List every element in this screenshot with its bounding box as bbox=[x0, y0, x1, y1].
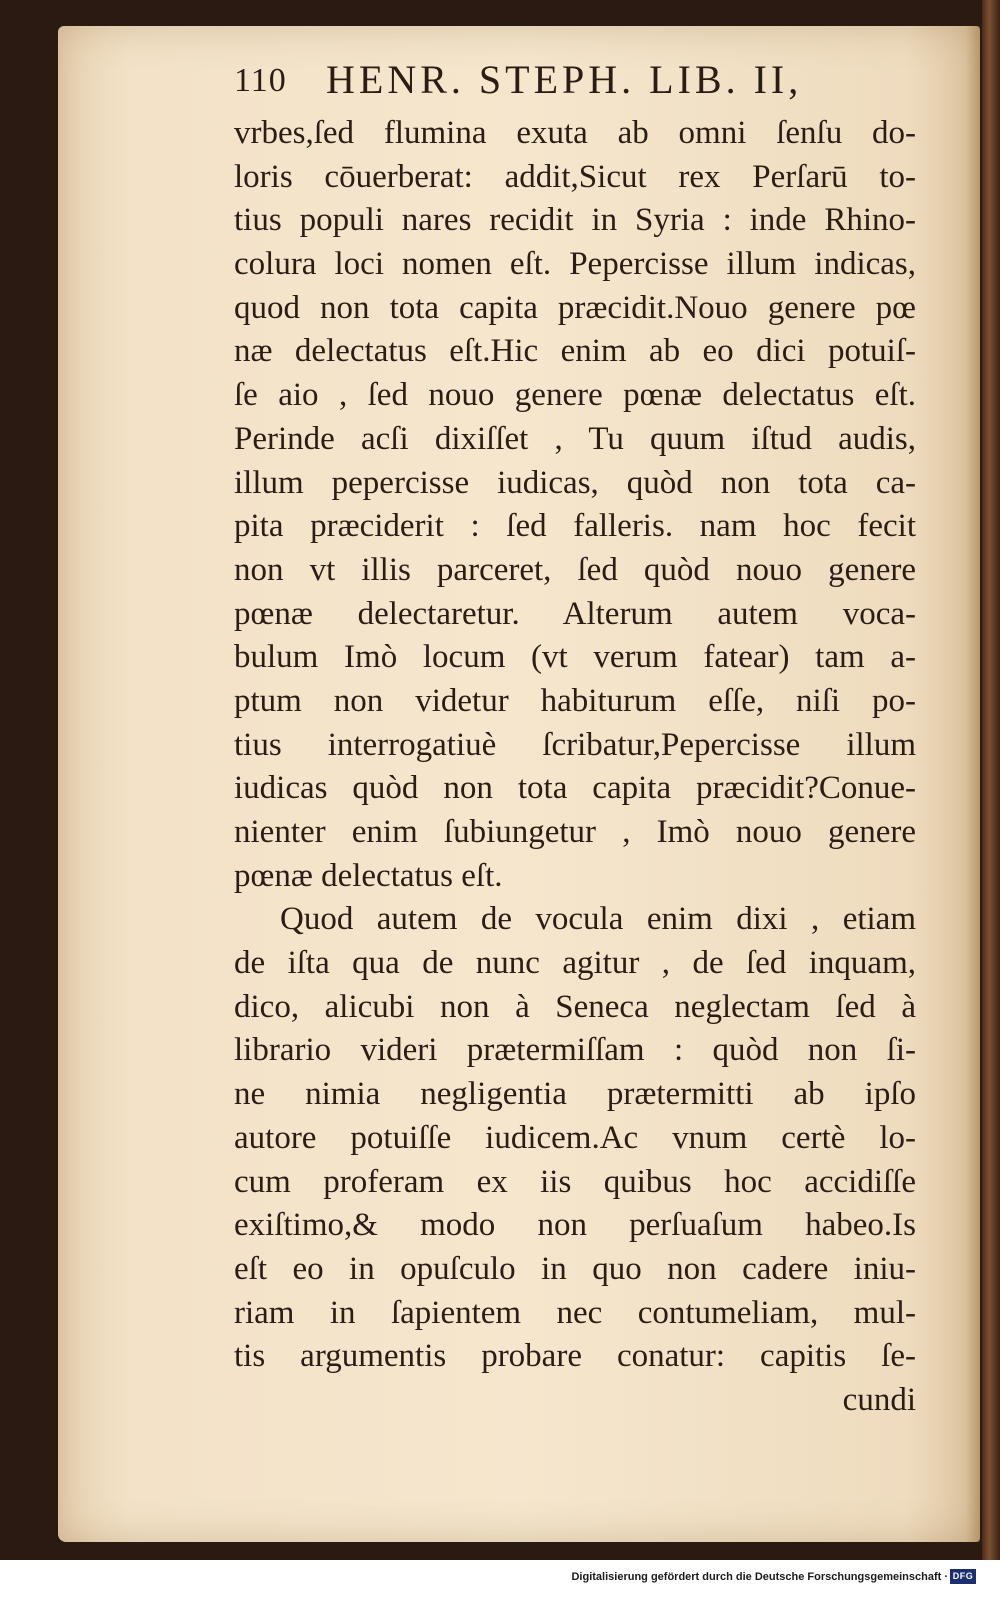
running-title: HENR. STEPH. LIB. II, bbox=[326, 57, 803, 102]
text-line: Quod autem de vocula enim dixi , etiam bbox=[280, 901, 916, 938]
text-line: autore potuiſſe iudicem.Ac vnum certè lo- bbox=[234, 1119, 916, 1156]
text-line: quod non tota capita præcidit.Nouo genere pœ bbox=[234, 289, 916, 326]
text-line: nienter enim ſubiungetur , Imò nouo genere bbox=[234, 814, 916, 850]
text-line: vrbes,ſed flumina exuta ab omni ſenſu do- bbox=[234, 115, 916, 151]
text-line: pita præciderit : ſed falleris. nam hoc fecit bbox=[234, 508, 916, 545]
text-line: eſt eo in opuſculo in quo non cadere iniu- bbox=[234, 1250, 916, 1287]
text-line: colura loci nomen eſt. Pepercisse illum indicas, bbox=[234, 246, 916, 283]
text-line: exiſtimo,& modo non perſuaſum habeo.Is bbox=[234, 1207, 916, 1244]
text-line: ſe aio , ſed nouo genere pœnæ delectatus eſt. bbox=[234, 377, 916, 414]
text-line: tius populi nares recidit in Syria : inde Rhino- bbox=[234, 202, 916, 239]
text-line: loris cōuerberat: addit,Sicut rex Perſarū to- bbox=[234, 158, 916, 195]
footer-bar bbox=[0, 1560, 1000, 1599]
text-line: Perinde acſi dixiſſet , Tu quum iſtud audis, bbox=[234, 420, 916, 457]
text-line: dico, alicubi non à Seneca neglectam ſed à bbox=[234, 988, 916, 1025]
text-line: riam in ſapientem nec contumeliam, mul- bbox=[234, 1294, 916, 1331]
book-edge bbox=[982, 0, 1000, 1560]
text-line: de iſta qua de nunc agitur , de ſed inquam, bbox=[234, 945, 916, 982]
dfg-logo: DFG bbox=[950, 1569, 976, 1584]
body-text bbox=[234, 112, 916, 1423]
funding-credit: Digitalisierung gefördert durch die Deutsche Forschungsgemeinschaft · bbox=[571, 1571, 948, 1583]
text-line: pœnæ delectatus eſt. bbox=[234, 857, 503, 894]
page-number: 110 bbox=[234, 62, 287, 99]
text-line: tius interrogatiuè ſcribatur,Pepercisse illum bbox=[234, 726, 916, 763]
text-line: cum proferam ex iis quibus hoc accidiſſe bbox=[234, 1163, 916, 1200]
text-line: ptum non videtur habiturum eſſe, niſi po- bbox=[234, 682, 916, 719]
text-line: bulum Imò locum (vt verum fatear) tam a- bbox=[234, 639, 916, 676]
text-line: librario videri prætermiſſam : quòd non ſi- bbox=[234, 1032, 916, 1069]
text-line: næ delectatus eſt.Hic enim ab eo dici potuiſ- bbox=[234, 333, 916, 370]
page-header bbox=[234, 56, 914, 106]
text-line: ne nimia negligentia prætermitti ab ipſo bbox=[234, 1076, 916, 1113]
text-line: non vt illis parceret, ſed quòd nouo genere bbox=[234, 551, 916, 588]
catchword: cundi bbox=[842, 1381, 916, 1418]
text-line: pœnæ delectaretur. Alterum autem voca- bbox=[234, 595, 916, 632]
text-line: iudicas quòd non tota capita præcidit?Conue- bbox=[234, 770, 916, 807]
text-line: tis argumentis probare conatur: capitis ſe- bbox=[234, 1338, 916, 1375]
text-line: illum pepercisse iudicas, quòd non tota ca- bbox=[234, 464, 916, 501]
